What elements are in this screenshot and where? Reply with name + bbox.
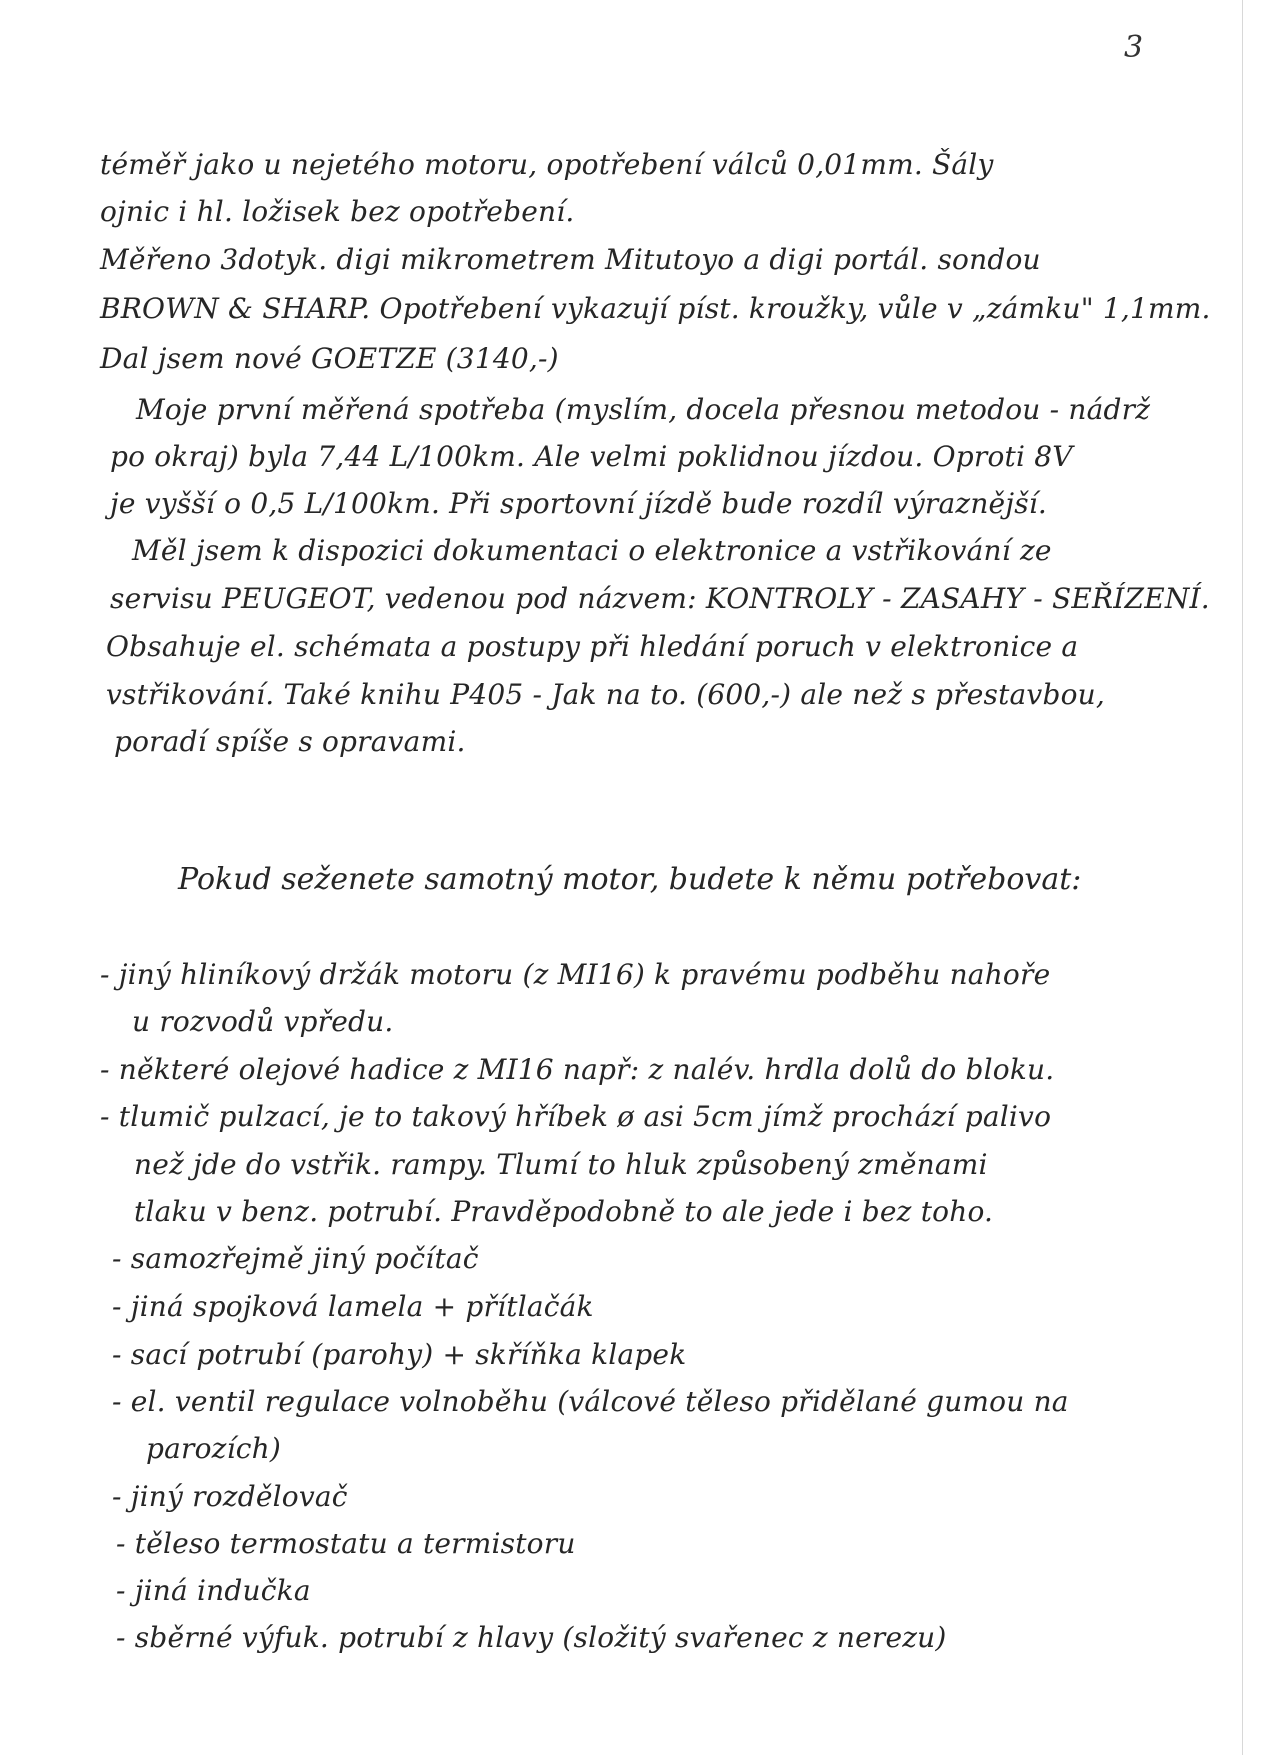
list-line: - el. ventil regulace volnoběhu (válcové těleso přidělané gumou na [112, 1385, 1069, 1418]
paragraph-line: Měřeno 3dotyk. digi mikrometrem Mitutoyo a digi portál. sondou [100, 243, 1041, 276]
list-line: - jiná indučka [116, 1574, 311, 1607]
list-line: - těleso termostatu a termistoru [116, 1527, 576, 1560]
paragraph-line: Moje první měřená spotřeba (myslím, docela přesnou metodou - nádrž [136, 393, 1151, 426]
list-heading: Pokud seženete samotný motor, budete k němu potřebovat: [178, 862, 1082, 897]
paragraph-line: poradí spíše s opravami. [114, 725, 466, 758]
list-line: než jde do vstřik. rampy. Tlumí to hluk způsobený změnami [134, 1148, 988, 1181]
paragraph-line: téměř jako u nejetého motoru, opotřebení válců 0,01mm. Šály [100, 148, 994, 181]
list-line: - tlumič pulzací, je to takový hříbek ø asi 5cm jímž prochází palivo [100, 1100, 1052, 1133]
paragraph-line: Měl jsem k dispozici dokumentaci o elektronice a vstřikování ze [132, 534, 1052, 567]
paragraph-line: ojnic i hl. ložisek bez opotřebení. [100, 195, 575, 228]
list-line: - jiný rozdělovač [112, 1480, 348, 1513]
paragraph-line: vstřikování. Také knihu P405 - Jak na to. (600,-) ale než s přestavbou, [106, 678, 1105, 711]
list-line: tlaku v benz. potrubí. Pravděpodobně to ale jede i bez toho. [134, 1195, 994, 1228]
list-line: - některé olejové hadice z MI16 např: z nalév. hrdla dolů do bloku. [100, 1053, 1055, 1086]
list-line: u rozvodů vpředu. [132, 1005, 394, 1038]
paragraph-line: Dal jsem nové GOETZE (3140,-) [100, 342, 559, 375]
paragraph-line: po okraj) byla 7,44 L/100km. Ale velmi poklidnou jízdou. Oproti 8V [110, 440, 1073, 473]
paragraph-line: BROWN & SHARP. Opotřebení vykazují píst. kroužky, vůle v „zámku" 1,1mm. [100, 292, 1211, 325]
list-line: - sběrné výfuk. potrubí z hlavy (složitý svařenec z nerezu) [116, 1621, 947, 1654]
list-line: - jiná spojková lamela + přítlačák [112, 1290, 594, 1323]
list-line: - jiný hliníkový držák motoru (z MI16) k pravému podběhu nahoře [100, 958, 1051, 991]
paragraph-line: je vyšší o 0,5 L/100km. Při sportovní jízdě bude rozdíl výraznější. [110, 487, 1048, 520]
page-number: 3 [1124, 30, 1144, 65]
list-line: - sací potrubí (parohy) + skříňka klapek [112, 1338, 687, 1371]
list-line: - samozřejmě jiný počítač [112, 1242, 479, 1275]
paragraph-line: servisu PEUGEOT, vedenou pod názvem: KONTROLY - ZASAHY - SEŘÍZENÍ. [110, 582, 1210, 615]
list-line: parozích) [146, 1432, 282, 1465]
paragraph-line: Obsahuje el. schémata a postupy při hledání poruch v elektronice a [106, 630, 1079, 663]
page-edge-line [1242, 0, 1243, 1755]
